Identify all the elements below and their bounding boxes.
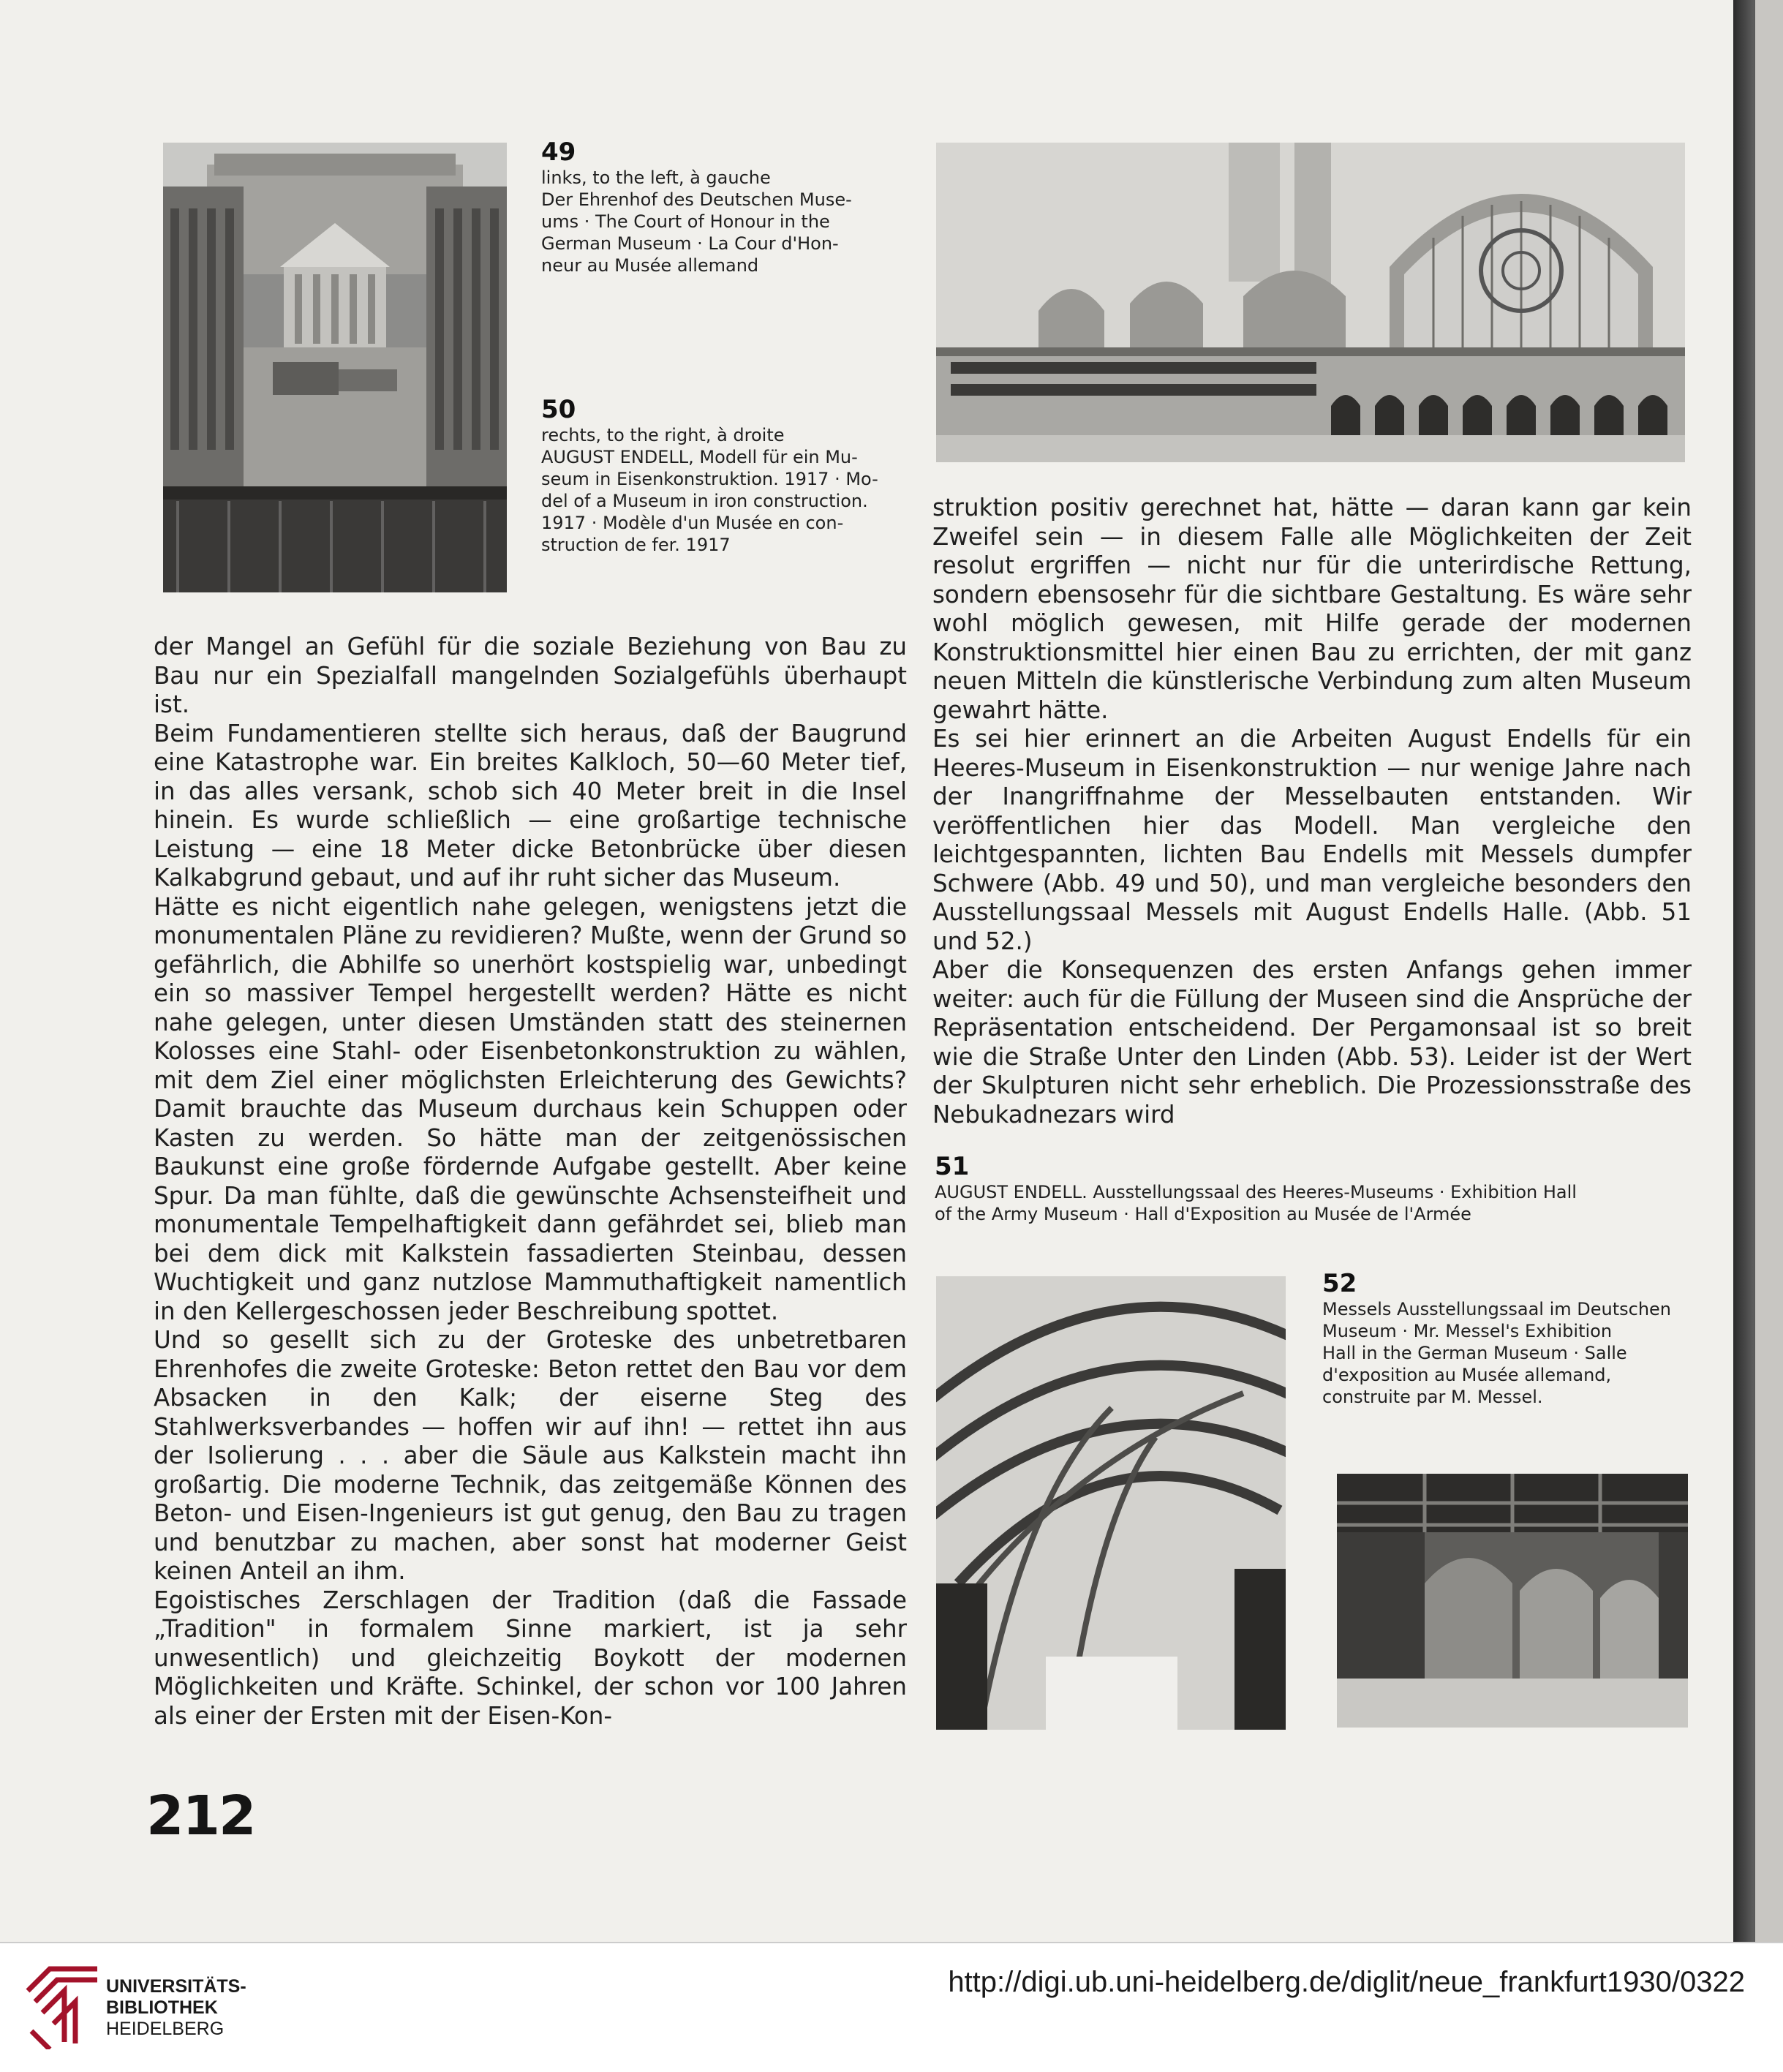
left-paragraph-2: Beim Fundamentieren stellte sich heraus, daß der Baugrund eine Katastrophe war. Ein breites Kalkloch, 50—60 Meter tief, in das alles versank, schob sich 40 Meter breit in die Insel hinein. Es wurde schließlich — eine großartige technische Leistung — eine 18 Meter dicke Betonbrücke über diesen Kalkabgrund gebaut, und auf ihr ruht sicher das Museum. <box>154 719 907 892</box>
figure-50-caption: rechts, to the right, à droite AUGUST ENDELL, Modell für ein Mu- seum in Eisenkonstruktion. 1917 · Mo- del of a Museum in iron construction. 1917 · Modèle d'un Musée en con- struction de fer. 1917 <box>541 425 878 555</box>
left-paragraph-4: Und so gesellt sich zu der Groteske des unbetretbaren Ehrenhofes die zweite Groteske: Beton rettet den Bau vor dem Absacken in den Kalk; der eiserne Steg des Stahlwerksverbandes — hoffen wir auf ihn! — rettet ihn aus der Isolierung . . . aber die Säule aus Kalkstein macht ihn großartig. Die moderne Technik, das zeitgemäße Können des Beton- und Eisen-Ingenieurs ist gut genug, den Bau zu tragen und benutzbar zu machen, aber sonst hat moderner Geist keinen Anteil an ihm. <box>154 1326 907 1585</box>
figure-52-number: 52 <box>1322 1269 1357 1298</box>
left-paragraph-3: Hätte es nicht eigentlich nahe gelegen, wenigstens jetzt die monumentalen Pläne zu revidieren? Mußte, wenn der Grund so gefährlich, die Abhilfe so unerhört kostspielig war, unbedingt ein so massiver Tempel hergestellt werden? Hätte es nicht nahe gelegen, unter diesen Umständen statt des steinernen Kolosses eine Stahl- oder Eisenbetonkonstruktion zu wählen, mit dem Ziel einer möglichsten Erleichterung des Gewichts? Damit brauchte das Museum durchaus kein Schuppen oder Kasten zu werden. So hätte man der zeitgenössischen Baukunst eine große fördernde Aufgabe gestellt. Aber keine Spur. Da man fühlte, daß die gewünschte Achsensteifheit und monumentale Tempelhaftigkeit dann gefährdet sei, blieb man bei dem dick mit Kalkstein fassadierten Steinbau, dessen Wuchtigkeit und ganz nutzlose Mammuthaftigkeit namentlich in den Kellergeschossen jeder Beschreibung spottet. <box>154 892 907 1325</box>
right-paragraph-1: struktion positiv gerechnet hat, hätte — daran kann gar kein Zweifel sein — in diesem Falle alle Möglichkeiten der Zeit resolut ergriffen — nicht nur für die unterirdische Rettung, sondern ebensosehr für die sichtbare Gestaltung. Es wäre sehr wohl möglich gewesen, mit Hilfe gerade der modernen Konstruktionsmittel hier einen Bau zu errichten, der mit ganz neuen Mitteln die künstlerische Verbindung zum alten Museum gewahrt hätte. <box>932 494 1692 724</box>
figure-49-caption-block <box>541 137 907 276</box>
left-column-text <box>154 633 907 1730</box>
figure-51-photo <box>936 1276 1286 1730</box>
figure-52-photo <box>1337 1474 1688 1728</box>
page-number: 212 <box>146 1785 255 1847</box>
figure-50-caption-block <box>541 395 907 556</box>
figure-51-number: 51 <box>935 1152 970 1181</box>
figure-49-caption: links, to the left, à gauche Der Ehrenhof des Deutschen Muse- ums · The Court of Honour in the German Museum · La Cour d'Hon- neur au Musée allemand <box>541 167 852 276</box>
source-url-link[interactable]: http://digi.ub.uni-heidelberg.de/diglit/neue_frankfurt1930/0322 <box>948 1966 1745 1998</box>
figure-50-number: 50 <box>541 395 576 424</box>
figure-52-caption-block <box>1322 1269 1688 1408</box>
left-paragraph-1: der Mangel an Gefühl für die soziale Beziehung von Bau zu Bau nur ein Spezialfall mangelnden Sozialgefühls überhaupt ist. <box>154 633 907 718</box>
library-name-line-2: BIBLIOTHEK <box>106 1997 218 2018</box>
library-name[interactable] <box>106 1976 246 2040</box>
figure-51-caption-block <box>935 1152 1703 1225</box>
right-paragraph-2: Es sei hier erinnert an die Arbeiten August Endells für ein Heeres-Museum in Eisenkonstruktion — nur wenige Jahre nach der Inangriffnahme der Messelbauten entstanden. Wir veröffentlichen hier das Modell. Man vergleiche den leichtgespannten, lichten Bau Endells mit Messels dumpfer Schwere (Abb. 49 und 50), und man vergleiche besonders den Ausstellungssaal Messels mit August Endells Halle. (Abb. 51 und 52.) <box>932 725 1692 955</box>
left-paragraph-5: Egoistisches Zerschlagen der Tradition (daß die Fassade „Tradition" in formalem Sinne markiert, ist ja sehr unwesentlich) und gleichzeitig Boykott der modernen Möglichkeiten und Kräfte. Schinkel, der schon vor 100 Jahren als einer der Ersten mit der Eisen-Kon- <box>154 1586 907 1730</box>
figure-50-photo <box>936 143 1685 462</box>
library-logo-icon[interactable] <box>20 1962 105 2049</box>
figure-49-photo <box>163 143 507 592</box>
library-name-line-3: HEIDELBERG <box>106 2019 225 2039</box>
figure-51-caption: AUGUST ENDELL. Ausstellungssaal des Heeres-Museums · Exhibition Hall of the Army Museum · Hall d'Exposition au Musée de l'Armée <box>935 1182 1577 1224</box>
page-edge-strip <box>1755 0 1783 1942</box>
library-name-line-1: UNIVERSITÄTS- <box>106 1976 246 1997</box>
figure-49-number: 49 <box>541 137 576 167</box>
figure-52-caption: Messels Ausstellungssaal im Deutschen Museum · Mr. Messel's Exhibition Hall in the German Museum · Salle d'exposition au Musée allemand, construite par M. Messel. <box>1322 1299 1671 1407</box>
right-column-text <box>932 494 1692 1129</box>
library-footer <box>0 1942 1783 2072</box>
right-paragraph-3: Aber die Konsequenzen des ersten Anfangs gehen immer weiter: auch für die Füllung der Museen sind die Ansprüche der Repräsentation entscheidend. Der Pergamonsaal ist so breit wie die Straße Unter den Linden (Abb. 53). Leider ist der Wert der Skulpturen nicht sehr erheblich. Die Prozessionsstraße des Nebukadnezars wird <box>932 956 1692 1129</box>
